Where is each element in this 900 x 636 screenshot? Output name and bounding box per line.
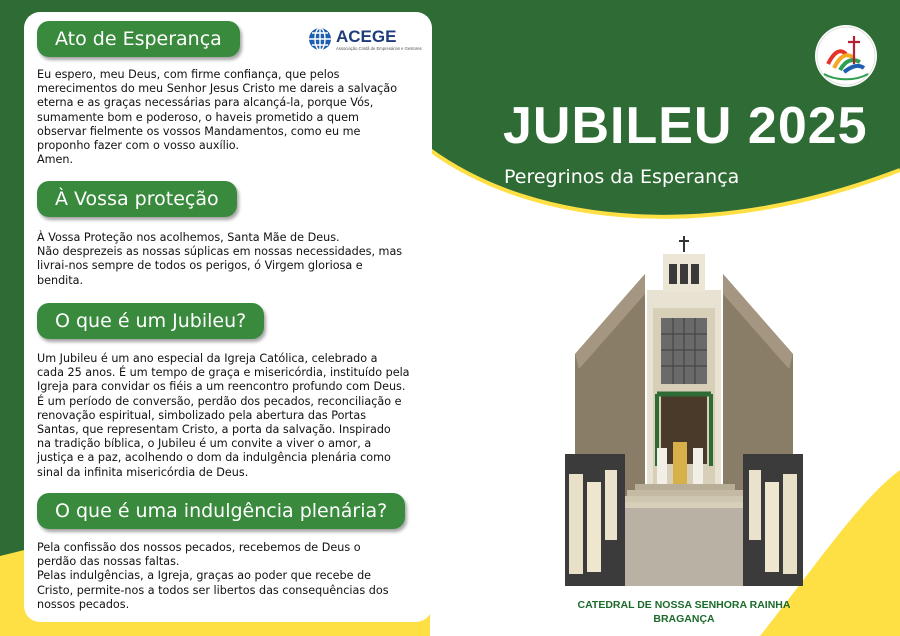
page-title: JUBILEU 2025 [503,97,868,155]
section-body-indulgencia: Pela confissão dos nossos pecados, recebemos de Deus o perdão das nossas faltas. Pelas indulgências, a Igreja, graças ao poder que recebe de Cristo, permite-nos a todos ser libertos das consequências dos nossos pecados. [37,541,389,611]
section-body-vossa-protecao: À Vossa Proteção nos acolhemos, Santa Mãe de Deus. Não desprezeis as nossas súplicas em nossas necessidades, mas livrai-nos sempre de todos os perigos, ó Virgem gloriosa e bendita. [37,231,403,287]
section-title-ato-de-esperanca: Ato de Esperança [37,21,240,57]
page-subtitle: Peregrinos da Esperança [504,166,740,188]
photo-caption-line2: BRAGANÇA [653,613,715,625]
section-body-ato-de-esperanca: Eu espero, meu Deus, com firme confiança, que pelos merecimentos do meu Senhor Jesus Cristo me dareis a salvação eterna e as graças necessárias para alcançá-la, porque Vós, sumamente bom e poderoso, o haveis prometido a quem observar fielmente os vossos Mandamentos, como eu me proponho fazer com o vosso auxílio. Amen. [37,68,398,167]
jubilee-emblem-icon [814,24,878,88]
acege-logo-tagline: Associação Cristã de Empresários e Gestores [336,46,422,51]
globe-icon [308,27,332,51]
photo-caption [560,598,808,626]
section-body-jubileu: Um Jubileu é um ano especial da Igreja Católica, celebrado a cada 25 anos. É um tempo de graça e misericórdia, instituído pela Igreja para convidar os fiéis a um reencontro profundo com Deus. É um período de conversão, perdão dos pecados, reconciliação e renovação espiritual, simbolizado pela abertura das Portas Santas, que representam Cristo, a porta da salvação. Inspirado na tradição bíblica, o Jubileu é um convite a viver o amor, a justiça e a paz, acolhendo o dom da indulgência plenária como sinal da infinita misericórdia de Deus. [37,352,410,479]
jubilee-logo [814,24,878,88]
section-title-jubileu: O que é um Jubileu? [37,303,264,339]
cathedral-photo [565,234,803,586]
photo-caption-line1: CATEDRAL DE NOSSA SENHORA RAINHA [577,599,791,611]
acege-logo-name: ACEGE [336,27,397,46]
section-title-indulgencia: O que é uma indulgência plenária? [37,493,405,529]
cathedral-illustration [565,234,803,586]
section-title-vossa-protecao: À Vossa proteção [37,181,237,217]
acege-logo [308,25,422,55]
